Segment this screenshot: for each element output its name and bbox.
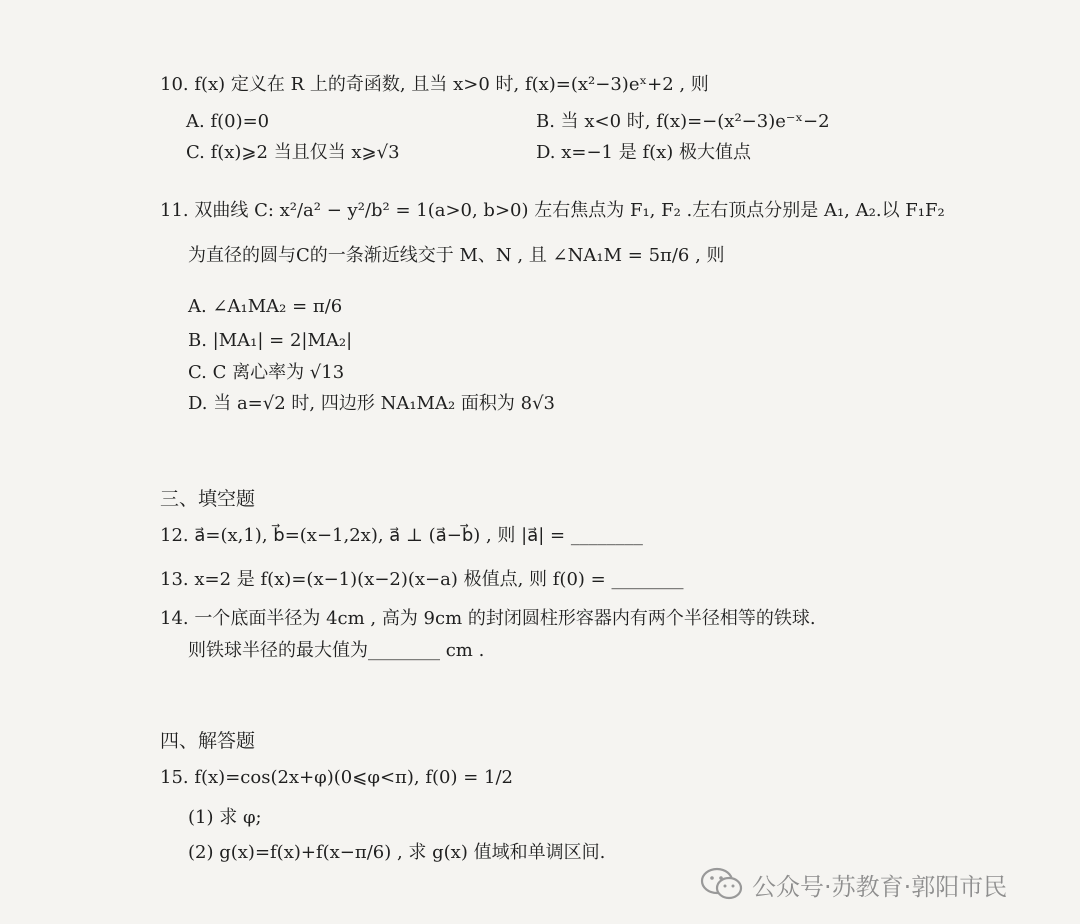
watermark-text: 公众号·苏教育·郭阳市民 [752,872,1008,901]
q15-stem: 15. f(x)=cos(2x+φ)(0⩽φ<π), f(0) = 1/2 [160,767,513,788]
watermark [700,866,1007,902]
q14-line2: 则铁球半径的最大值为________ cm . [188,640,485,661]
section-heading-fill-in: 三、填空题 [160,488,256,510]
section-heading-solutions: 四、解答题 [160,730,256,752]
q13: 13. x=2 是 f(x)=(x−1)(x−2)(x−a) 极值点, 则 f(0) = ________ [160,569,684,590]
q10-option-d: D. x=−1 是 f(x) 极大值点 [536,142,752,163]
wechat-icon [700,867,744,901]
q11-option-a: A. ∠A₁MA₂ = π/6 [188,296,343,317]
q10-option-c: C. f(x)⩾2 当且仅当 x⩾√3 [186,142,400,163]
q15-part1: (1) 求 φ; [188,807,262,828]
q10-option-a: A. f(0)=0 [186,111,270,132]
q11-option-c: C. C 离心率为 √13 [188,362,345,383]
q11-stem-line2: 为直径的圆与C的一条渐近线交于 M、N , 且 ∠NA₁M = 5π/6 , 则 [188,245,725,266]
q15-part2: (2) g(x)=f(x)+f(x−π/6) , 求 g(x) 值域和单调区间. [188,842,606,863]
q11-option-b: B. |MA₁| = 2|MA₂| [188,330,353,351]
q11-option-d: D. 当 a=√2 时, 四边形 NA₁MA₂ 面积为 8√3 [188,393,556,414]
q14-line1: 14. 一个底面半径为 4cm , 高为 9cm 的封闭圆柱形容器内有两个半径相等的铁球. [160,608,816,629]
q10-option-b: B. 当 x<0 时, f(x)=−(x²−3)e⁻ˣ−2 [536,111,830,132]
q12: 12. a⃗=(x,1), b⃗=(x−1,2x), a⃗ ⊥ (a⃗−b⃗) , 则 |a⃗| = ________ [160,525,643,546]
q10-stem: 10. f(x) 定义在 R 上的奇函数, 且当 x>0 时, f(x)=(x²−3)eˣ+2 , 则 [160,74,709,95]
q11-stem-line1: 11. 双曲线 C: x²/a² − y²/b² = 1(a>0, b>0) 左右焦点为 F₁, F₂ .左右顶点分别是 A₁, A₂.以 F₁F₂ [160,200,945,221]
